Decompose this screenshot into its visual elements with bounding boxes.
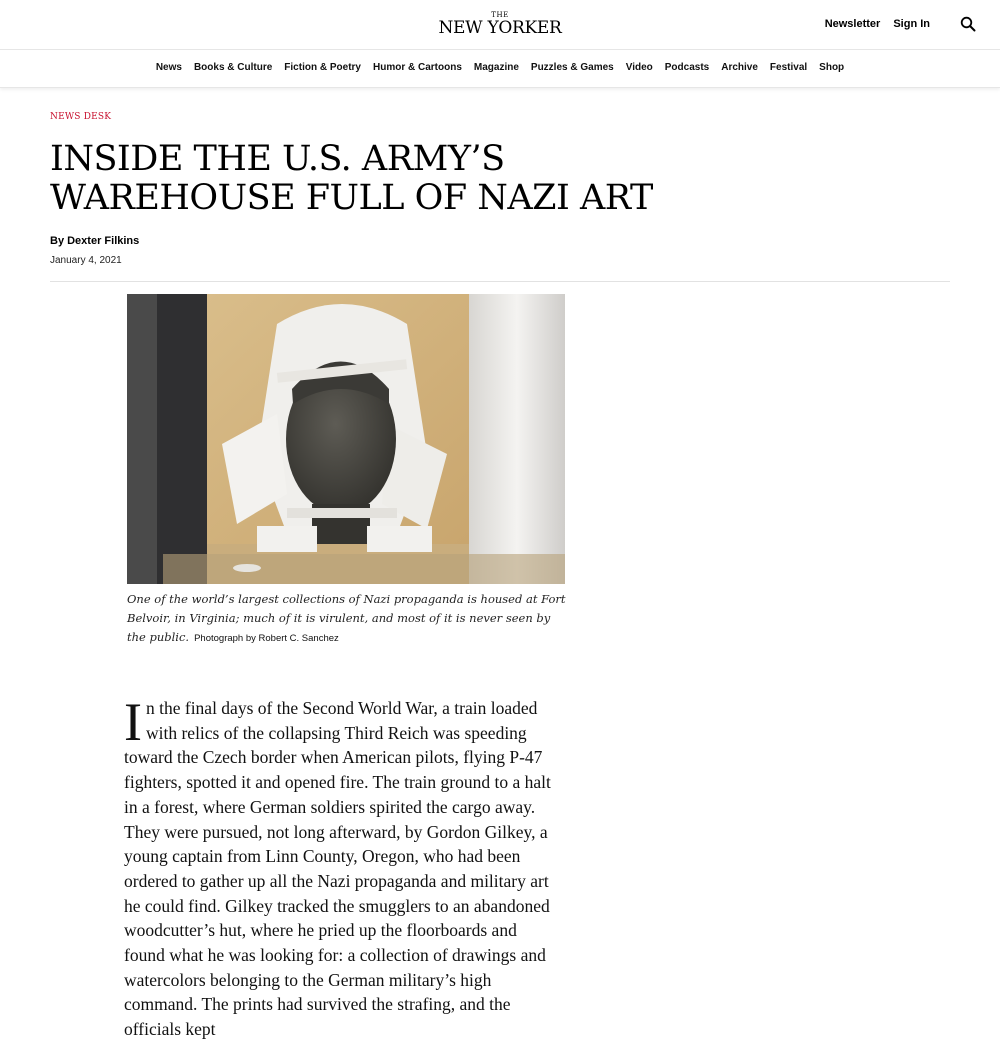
top-bar bbox=[0, 0, 1000, 50]
rubric-link[interactable]: NEWS DESK bbox=[50, 112, 112, 122]
logo-wordmark: NEW YORKER bbox=[438, 18, 562, 38]
section-nav bbox=[0, 50, 1000, 88]
top-actions bbox=[825, 16, 976, 32]
logo-the: THE bbox=[491, 11, 509, 19]
nav-item-puzzles-games[interactable]: Puzzles & Games bbox=[530, 62, 614, 73]
nav-item-video[interactable]: Video bbox=[625, 62, 653, 73]
photo-caption bbox=[127, 590, 567, 648]
nav-item-festival[interactable]: Festival bbox=[769, 62, 808, 73]
byline[interactable]: By Dexter Filkins bbox=[50, 235, 140, 247]
nav-item-news[interactable]: News bbox=[155, 62, 182, 73]
article-body bbox=[124, 692, 552, 1042]
newsletter-link[interactable]: Newsletter bbox=[824, 18, 881, 30]
body-paragraph: n the final days of the Second World War, a train loaded with relics of the collapsing Third Reich was speeding toward the Czech border when American pilots, flying P-47 fighters, spotted it and opened fire. The train ground to a halt in a forest, where German soldiers spirited the cargo away. They were pursued, not long afterward, by Gordon Gilkey, a young captain from Linn County, Oregon, who had been ordered to gather up all the Nazi propaganda and military art he could find. Gilkey tracked the smugglers to an abandoned woodcutter’s hut, where he pried up the floorboards and found what he was looking for: a collection of drawings and watercolors belonging to the German military’s high command. The prints had survived the strafing, and the officials kept bbox=[124, 698, 551, 1040]
nav-item-archive[interactable]: Archive bbox=[721, 62, 758, 73]
nav-item-fiction-poetry[interactable]: Fiction & Poetry bbox=[284, 62, 361, 73]
publish-date: January 4, 2021 bbox=[50, 255, 122, 266]
header-divider bbox=[50, 281, 950, 282]
sign-in-link[interactable]: Sign In bbox=[893, 18, 930, 30]
search-icon[interactable] bbox=[960, 16, 976, 32]
nav-item-podcasts[interactable]: Podcasts bbox=[664, 62, 710, 73]
nav-item-magazine[interactable]: Magazine bbox=[473, 62, 519, 73]
lead-photo bbox=[127, 294, 565, 584]
nav-item-shop[interactable]: Shop bbox=[819, 62, 845, 73]
nav-item-humor-cartoons[interactable]: Humor & Cartoons bbox=[372, 62, 462, 73]
drop-cap: I bbox=[124, 692, 142, 752]
photo-credit: Photograph by Robert C. Sanchez bbox=[194, 633, 339, 644]
nav-item-books-culture[interactable]: Books & Culture bbox=[193, 62, 273, 73]
article-headline: INSIDE THE U.S. ARMY’S WAREHOUSE FULL OF NAZI ART bbox=[50, 139, 653, 218]
caption-text: One of the world’s largest collections of Nazi propaganda is housed at Fort Belvoir, in Virginia; much of it is virulent, and most of it is never seen by the public. bbox=[127, 592, 566, 644]
